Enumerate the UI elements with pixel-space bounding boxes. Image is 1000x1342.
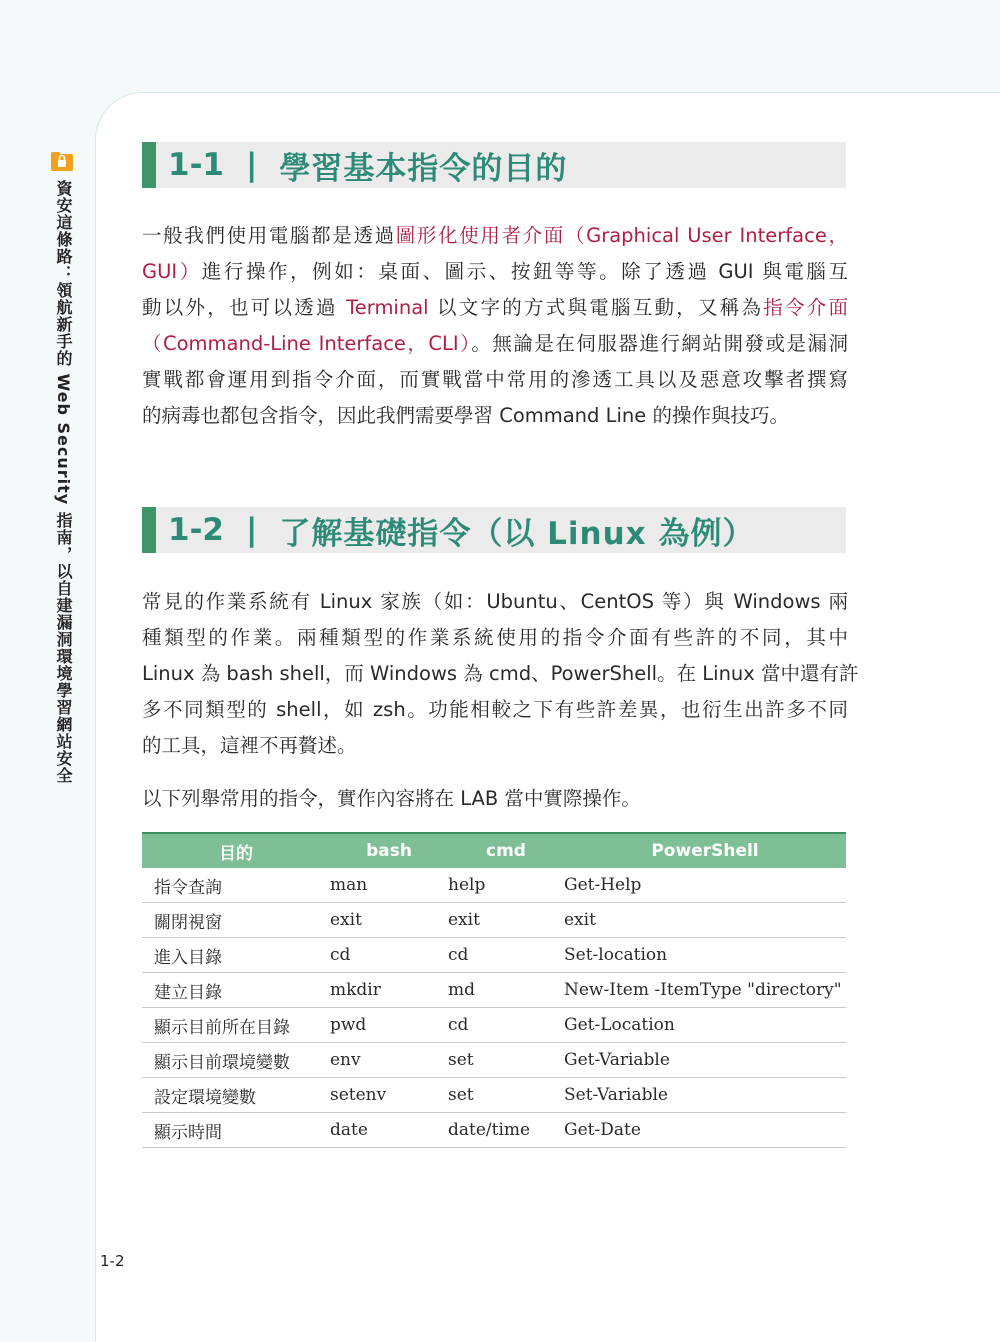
cell-powershell: New-Item -ItemType "directory" xyxy=(564,973,846,1008)
section-number: 1-2 xyxy=(168,512,225,548)
cell-cmd: exit xyxy=(448,903,564,938)
highlighted-term: 指令介面 xyxy=(763,296,848,319)
cell-bash: exit xyxy=(330,903,448,938)
cell-bash: env xyxy=(330,1043,448,1078)
cell-bash: date xyxy=(330,1113,448,1148)
cell-powershell: Set-Variable xyxy=(564,1078,846,1113)
cell-cmd: cd xyxy=(448,938,564,973)
header-bash: bash xyxy=(330,833,448,868)
table-row xyxy=(142,868,846,903)
paragraph-line xyxy=(142,362,848,398)
table-row xyxy=(142,938,846,973)
paragraph-line xyxy=(142,326,848,362)
cell-bash: setenv xyxy=(330,1078,448,1113)
text-run: 一般我們使用電腦都是透過 xyxy=(142,224,396,247)
paragraph-line xyxy=(142,254,848,290)
top-band xyxy=(0,0,1000,92)
lock-folder-icon xyxy=(50,150,74,172)
section-1-paragraph xyxy=(142,218,848,434)
paragraph-line xyxy=(142,290,848,326)
text-run: 進行操作，例如：桌面、圖示、按鈕等等。除了透過 GUI 與電腦互 xyxy=(201,260,848,283)
page-number: 1-2 xyxy=(100,1252,125,1270)
highlighted-term: Terminal xyxy=(346,296,429,319)
header-cmd: cmd xyxy=(448,833,564,868)
section-1-heading xyxy=(142,142,846,188)
section-title: 學習基本指令的目的 xyxy=(279,150,568,187)
section-2-heading xyxy=(142,507,846,553)
table-row xyxy=(142,1078,846,1113)
cell-cmd: date/time xyxy=(448,1113,564,1148)
cell-bash: man xyxy=(330,868,448,903)
cell-powershell: Get-Help xyxy=(564,868,846,903)
cell-purpose: 指令查詢 xyxy=(142,868,330,903)
section-separator: | xyxy=(246,147,258,183)
table-intro: 以下列舉常用的指令，實作內容將在 LAB 當中實際操作。 xyxy=(142,787,641,810)
section-bar xyxy=(142,142,156,188)
section-title: 了解基礎指令（以 Linux 為例） xyxy=(279,515,755,552)
cell-purpose: 顯示時間 xyxy=(142,1113,330,1148)
text-run: 以文字的方式與電腦互動，又稱為 xyxy=(428,296,764,319)
section-number: 1-1 xyxy=(168,147,225,183)
cell-purpose: 建立目錄 xyxy=(142,973,330,1008)
text-run: 動以外，也可以透過 xyxy=(142,296,347,319)
highlighted-term: （Command-Line Interface，CLI） xyxy=(142,332,472,355)
cell-cmd: cd xyxy=(448,1008,564,1043)
table-row xyxy=(142,1113,846,1148)
section-2-paragraph xyxy=(142,584,859,764)
highlighted-term: 圖形化使用者介面（Graphical User Interface， xyxy=(395,224,848,247)
section-separator: | xyxy=(246,512,258,548)
header-purpose: 目的 xyxy=(142,833,330,868)
table-row xyxy=(142,903,846,938)
cell-cmd: set xyxy=(448,1043,564,1078)
cell-cmd: md xyxy=(448,973,564,1008)
paragraph-line: Linux 為 bash shell，而 Windows 為 cmd、PowerShell。在 Linux 當中還有許 xyxy=(142,662,859,685)
cell-purpose: 顯示目前所在目錄 xyxy=(142,1008,330,1043)
paragraph-line: 多不同類型的 shell，如 zsh。功能相較之下有些許差異，也衍生出許多不同 xyxy=(142,698,848,721)
cell-powershell: Get-Date xyxy=(564,1113,846,1148)
paragraph-line: 常見的作業系統有 Linux 家族（如：Ubuntu、CentOS 等）與 Windows 兩 xyxy=(142,590,848,613)
cell-purpose: 顯示目前環境變數 xyxy=(142,1043,330,1078)
command-table xyxy=(142,832,846,1148)
table-header-row xyxy=(142,833,846,868)
cell-purpose: 關閉視窗 xyxy=(142,903,330,938)
cell-purpose: 設定環境變數 xyxy=(142,1078,330,1113)
cell-powershell: exit xyxy=(564,903,846,938)
table-row xyxy=(142,1043,846,1078)
cell-cmd: set xyxy=(448,1078,564,1113)
highlighted-term: GUI） xyxy=(142,260,202,283)
paragraph-line: 的工具，這裡不再贅述。 xyxy=(142,734,357,757)
cell-powershell: Get-Variable xyxy=(564,1043,846,1078)
cell-powershell: Get-Location xyxy=(564,1008,846,1043)
paragraph-line: 種類型的作業。兩種類型的作業系統使用的指令介面有些許的不同，其中 xyxy=(142,626,848,649)
text-run: 。無論是在伺服器進行網站開發或是漏洞 xyxy=(471,332,848,355)
text-run: 的病毒也都包含指令，因此我們需要學習 Command Line 的操作與技巧。 xyxy=(142,404,789,427)
cell-bash: mkdir xyxy=(330,973,448,1008)
cell-purpose: 進入目錄 xyxy=(142,938,330,973)
paragraph-line xyxy=(142,398,848,434)
cell-bash: cd xyxy=(330,938,448,973)
paragraph-line xyxy=(142,218,848,254)
cell-bash: pwd xyxy=(330,1008,448,1043)
section-bar xyxy=(142,507,156,553)
spine-title: 資安這條路：領航新手的 Web Security 指南，以自建漏洞環境學習網站安全 xyxy=(54,180,73,784)
text-run: 實戰都會運用到指令介面，而實戰當中常用的滲透工具以及惡意攻擊者撰寫 xyxy=(142,368,848,391)
table-row xyxy=(142,973,846,1008)
cell-cmd: help xyxy=(448,868,564,903)
cell-powershell: Set-location xyxy=(564,938,846,973)
table-row xyxy=(142,1008,846,1043)
header-powershell: PowerShell xyxy=(564,833,846,868)
